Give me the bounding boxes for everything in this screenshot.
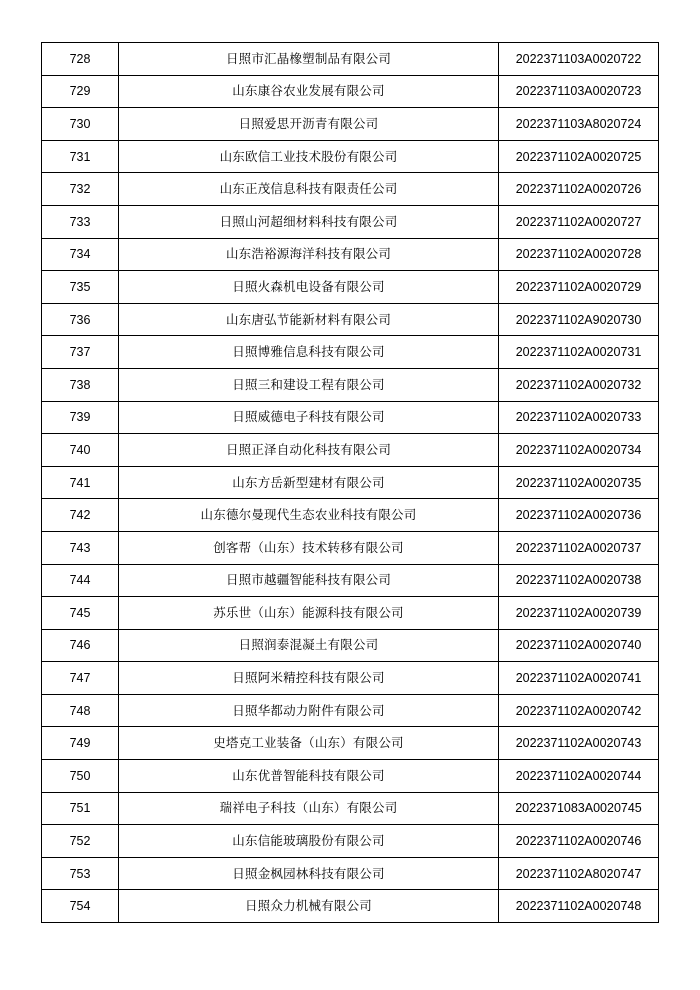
company-name-cell: 日照众力机械有限公司: [119, 890, 499, 923]
row-number-cell: 730: [42, 108, 119, 141]
row-number-cell: 731: [42, 140, 119, 173]
row-number-cell: 752: [42, 825, 119, 858]
table-row: [42, 401, 659, 434]
company-name-cell: 史塔克工业装备（山东）有限公司: [119, 727, 499, 760]
row-number-cell: 744: [42, 564, 119, 597]
registration-code-cell: 2022371102A0020725: [499, 140, 659, 173]
company-name-cell: 日照火森机电设备有限公司: [119, 271, 499, 304]
registration-code-cell: 2022371103A0020722: [499, 43, 659, 76]
row-number-cell: 728: [42, 43, 119, 76]
registration-code-cell: 2022371102A0020734: [499, 434, 659, 467]
row-number-cell: 732: [42, 173, 119, 206]
company-name-cell: 日照阿米精控科技有限公司: [119, 662, 499, 695]
company-name-cell: 山东欧信工业技术股份有限公司: [119, 140, 499, 173]
row-number-cell: 746: [42, 629, 119, 662]
company-name-cell: 山东信能玻璃股份有限公司: [119, 825, 499, 858]
registration-code-cell: 2022371102A0020742: [499, 694, 659, 727]
registration-code-cell: 2022371102A0020746: [499, 825, 659, 858]
company-name-cell: 日照三和建设工程有限公司: [119, 368, 499, 401]
registration-code-cell: 2022371102A0020727: [499, 205, 659, 238]
registration-code-cell: 2022371083A0020745: [499, 792, 659, 825]
table-row: [42, 531, 659, 564]
row-number-cell: 736: [42, 303, 119, 336]
company-name-cell: 瑞祥电子科技（山东）有限公司: [119, 792, 499, 825]
company-name-cell: 日照威德电子科技有限公司: [119, 401, 499, 434]
row-number-cell: 747: [42, 662, 119, 695]
table-row: [42, 43, 659, 76]
row-number-cell: 741: [42, 466, 119, 499]
row-number-cell: 750: [42, 760, 119, 793]
row-number-cell: 753: [42, 857, 119, 890]
registration-code-cell: 2022371102A0020735: [499, 466, 659, 499]
registration-code-cell: 2022371102A0020739: [499, 597, 659, 630]
company-name-cell: 山东浩裕源海洋科技有限公司: [119, 238, 499, 271]
company-name-cell: 山东方岳新型建材有限公司: [119, 466, 499, 499]
company-name-cell: 日照爱思开沥青有限公司: [119, 108, 499, 141]
registration-code-cell: 2022371102A0020728: [499, 238, 659, 271]
registration-code-cell: 2022371103A0020723: [499, 75, 659, 108]
company-name-cell: 日照博雅信息科技有限公司: [119, 336, 499, 369]
row-number-cell: 740: [42, 434, 119, 467]
row-number-cell: 729: [42, 75, 119, 108]
row-number-cell: 737: [42, 336, 119, 369]
row-number-cell: 733: [42, 205, 119, 238]
row-number-cell: 745: [42, 597, 119, 630]
table-row: [42, 140, 659, 173]
table-row: [42, 336, 659, 369]
table-row: [42, 368, 659, 401]
table-row: [42, 694, 659, 727]
registration-code-cell: 2022371102A9020730: [499, 303, 659, 336]
table-row: [42, 564, 659, 597]
row-number-cell: 738: [42, 368, 119, 401]
table-row: [42, 792, 659, 825]
company-name-cell: 日照金枫园林科技有限公司: [119, 857, 499, 890]
row-number-cell: 748: [42, 694, 119, 727]
registration-code-cell: 2022371102A8020747: [499, 857, 659, 890]
registration-code-cell: 2022371102A0020744: [499, 760, 659, 793]
table-row: [42, 825, 659, 858]
registration-code-cell: 2022371102A0020736: [499, 499, 659, 532]
company-name-cell: 日照华都动力附件有限公司: [119, 694, 499, 727]
table-row: [42, 466, 659, 499]
row-number-cell: 739: [42, 401, 119, 434]
table-row: [42, 857, 659, 890]
company-name-cell: 山东德尔曼现代生态农业科技有限公司: [119, 499, 499, 532]
company-name-cell: 创客帮（山东）技术转移有限公司: [119, 531, 499, 564]
registration-code-cell: 2022371102A0020726: [499, 173, 659, 206]
company-name-cell: 日照山河超细材料科技有限公司: [119, 205, 499, 238]
table-row: [42, 271, 659, 304]
table-row: [42, 75, 659, 108]
table-row: [42, 173, 659, 206]
table-row: [42, 303, 659, 336]
registration-code-cell: 2022371102A0020737: [499, 531, 659, 564]
table-row: [42, 434, 659, 467]
table-row: [42, 499, 659, 532]
registry-table-body: [42, 43, 659, 923]
table-row: [42, 760, 659, 793]
registration-code-cell: 2022371102A0020748: [499, 890, 659, 923]
company-name-cell: 日照润泰混凝土有限公司: [119, 629, 499, 662]
registration-code-cell: 2022371102A0020743: [499, 727, 659, 760]
row-number-cell: 754: [42, 890, 119, 923]
table-row: [42, 597, 659, 630]
table-row: [42, 727, 659, 760]
table-row: [42, 662, 659, 695]
company-name-cell: 山东康谷农业发展有限公司: [119, 75, 499, 108]
company-name-cell: 苏乐世（山东）能源科技有限公司: [119, 597, 499, 630]
registration-code-cell: 2022371102A0020740: [499, 629, 659, 662]
company-name-cell: 日照市汇晶橡塑制品有限公司: [119, 43, 499, 76]
table-row: [42, 629, 659, 662]
row-number-cell: 735: [42, 271, 119, 304]
company-registry-table: [41, 42, 659, 923]
row-number-cell: 743: [42, 531, 119, 564]
registration-code-cell: 2022371103A8020724: [499, 108, 659, 141]
company-name-cell: 山东优普智能科技有限公司: [119, 760, 499, 793]
registration-code-cell: 2022371102A0020733: [499, 401, 659, 434]
row-number-cell: 742: [42, 499, 119, 532]
row-number-cell: 751: [42, 792, 119, 825]
row-number-cell: 749: [42, 727, 119, 760]
table-row: [42, 108, 659, 141]
registration-code-cell: 2022371102A0020738: [499, 564, 659, 597]
row-number-cell: 734: [42, 238, 119, 271]
company-name-cell: 山东正茂信息科技有限责任公司: [119, 173, 499, 206]
registration-code-cell: 2022371102A0020732: [499, 368, 659, 401]
registration-code-cell: 2022371102A0020731: [499, 336, 659, 369]
table-row: [42, 238, 659, 271]
company-name-cell: 山东唐弘节能新材料有限公司: [119, 303, 499, 336]
company-name-cell: 日照市越疆智能科技有限公司: [119, 564, 499, 597]
table-row: [42, 890, 659, 923]
company-name-cell: 日照正泽自动化科技有限公司: [119, 434, 499, 467]
registration-code-cell: 2022371102A0020729: [499, 271, 659, 304]
table-row: [42, 205, 659, 238]
registration-code-cell: 2022371102A0020741: [499, 662, 659, 695]
